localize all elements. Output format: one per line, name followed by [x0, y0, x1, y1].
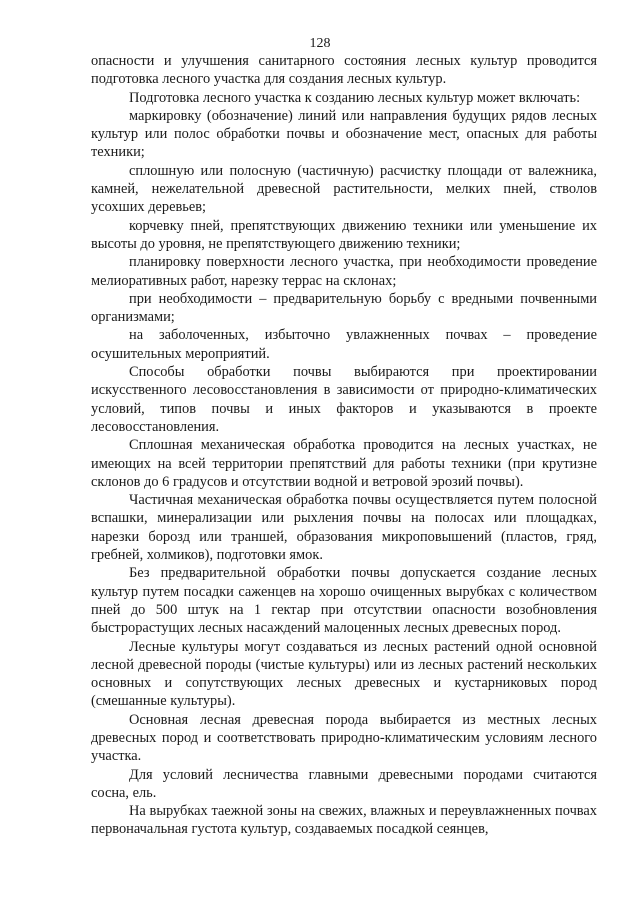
- document-body: [91, 52, 597, 839]
- paragraph-continuation: опасности и улучшения санитарного состояния лесных культур проводится подготовка лесного участка для создания лесных культур.: [91, 53, 597, 88]
- list-paragraph: на заболоченных, избыточно увлажненных почвах – проведение осушительных мероприятий.: [91, 327, 597, 362]
- paragraph: Основная лесная древесная порода выбирается из местных лесных древесных пород и соответствовать природно-климатическим условиям лесного участка.: [91, 711, 597, 765]
- list-paragraph: маркировку (обозначение) линий или направления будущих рядов лесных культур или полос обработки почвы и обозначение мест, опасных для работы техники;: [91, 107, 597, 161]
- paragraph: Лесные культуры могут создаваться из лесных растений одной основной лесной древесной породы (чистые культуры) или из лесных растений нескольких основных и сопутствующих лесных древесных и кустарниковых пород (смешанные культуры).: [91, 638, 597, 710]
- paragraph: Способы обработки почвы выбираются при проектировании искусственного лесовосстановления в зависимости от природно-климатических условий, типов почвы и иных факторов и указываются в проекте лесовосстановления.: [91, 364, 597, 435]
- paragraph: Подготовка лесного участка к созданию лесных культур может включать:: [129, 89, 581, 106]
- list-paragraph: сплошную или полосную (частичную) расчистку площади от валежника, камней, нежелательной древесной растительности, мелких пней, стволов усохших деревьев;: [91, 162, 597, 216]
- paragraph: Частичная механическая обработка почвы осуществляется путем полосной вспашки, минерализации или рыхления почвы на полосах или площадках, нарезки борозд или траншей, образования микроповышений (пластов, гряд, гребней, холмиков), подготовки ямок.: [91, 492, 597, 564]
- list-paragraph: при необходимости – предварительную борьбу с вредными почвенными организмами;: [91, 290, 597, 326]
- paragraph: Без предварительной обработки почвы допускается создание лесных культур путем посадки саженцев на хорошо очищенных вырубках с количеством пней до 500 штук на 1 гектар при отсутствии опасности возобновления быстрорастущих лесных насаждений малоценных лесных древесных пород.: [91, 565, 597, 637]
- list-paragraph: корчевку пней, препятствующих движению техники или уменьшение их высоты до уровня, не препятствующего движению техники;: [91, 217, 597, 252]
- paragraph: Сплошная механическая обработка проводится на лесных участках, не имеющих на всей территории препятствий для работы техники (при крутизне склонов до 6 градусов и отсутствии водной и ветровой эрозий почвы).: [91, 437, 597, 490]
- paragraph: Для условий лесничества главными древесными породами считаются сосна, ель.: [91, 766, 597, 801]
- page-number: 128: [309, 36, 331, 51]
- list-paragraph: планировку поверхности лесного участка, при необходимости проведение мелиоративных работ, нарезку террас на склонах;: [91, 254, 597, 289]
- paragraph-truncated: На вырубках таежной зоны на свежих, влажных и переувлажненных почвах первоначальная густота культур, создаваемых посадкой сеянцев,: [91, 803, 597, 838]
